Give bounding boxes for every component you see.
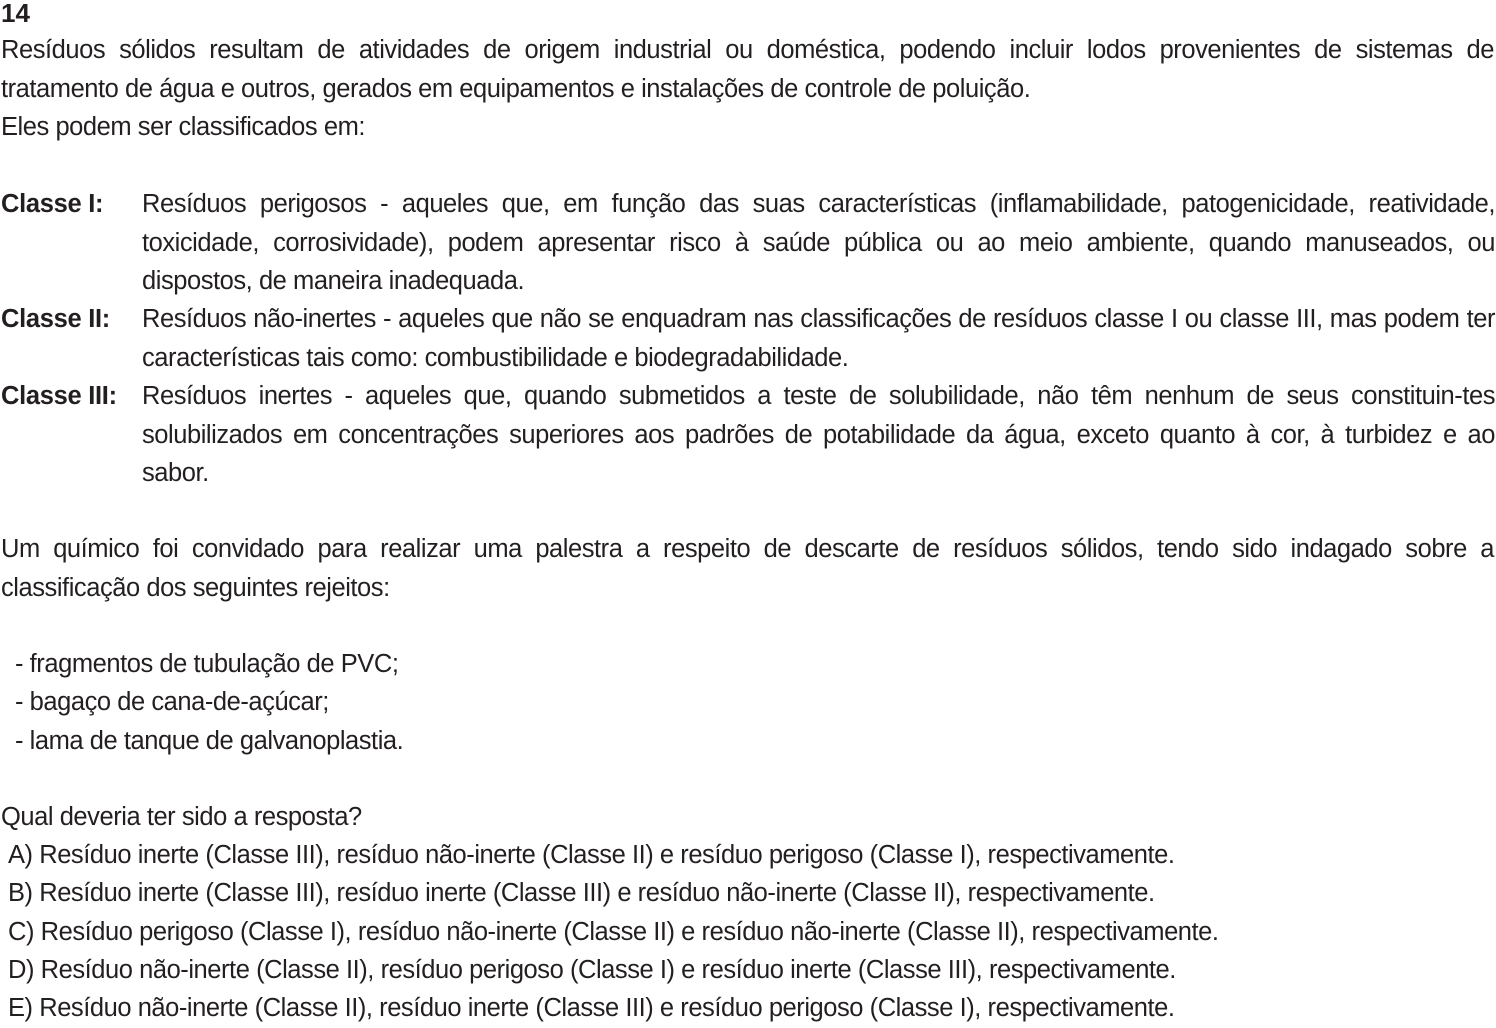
class-label: Classe III:: [1, 382, 117, 410]
class-description: Resíduos inertes - aqueles que, quando submetidos a teste de solubilidade, não têm nenhum de seus constituin-tes solubilizados em concentrações superiores aos padrões de potabilidade da água, exceto quanto à cor, à turbidez e ao sabor.: [142, 382, 1495, 487]
answer-option-c: C) Resíduo perigoso (Classe I), resíduo não-inerte (Classe II) e resíduo não-inerte (Classe II), respectivamente.: [8, 918, 1219, 946]
context-paragraph: Um químico foi convidado para realizar uma palestra a respeito de descarte de resíduos sólidos, tendo sido indagado sobre a classificação dos seguintes rejeitos:: [1, 535, 1494, 602]
intro-classification-line: Eles podem ser classificados em:: [1, 113, 366, 141]
answer-option-e: E) Resíduo não-inerte (Classe II), resíduo inerte (Classe III) e resíduo perigoso (Classe I), respectivamente.: [8, 994, 1175, 1022]
class-description: Resíduos perigosos - aqueles que, em função das suas características (inflamabilidade, patogenicidade, reatividade, toxicidade, corrosividade), podem apresentar risco à saúde pública ou ao meio ambiente, quando manuseados, ou dispostos, de maneira inadequada.: [142, 190, 1495, 295]
class-label: Classe I:: [1, 190, 104, 218]
class-description: Resíduos não-inertes - aqueles que não se enquadram nas classificações de resíduos classe I ou classe III, mas podem ter características tais como: combustibilidade e biodegradabilidade.: [142, 305, 1495, 372]
question-prompt: Qual deveria ter sido a resposta?: [1, 803, 362, 831]
question-number: 14: [1, 0, 30, 28]
list-item: - lama de tanque de galvanoplastia.: [15, 727, 404, 755]
answer-option-b: B) Resíduo inerte (Classe III), resíduo inerte (Classe III) e resíduo não-inerte (Classe II), respectivamente.: [8, 879, 1155, 907]
answer-option-a: A) Resíduo inerte (Classe III), resíduo não-inerte (Classe II) e resíduo perigoso (Classe I), respectivamente.: [8, 841, 1175, 869]
list-item: - bagaço de cana-de-açúcar;: [15, 688, 329, 716]
answer-option-d: D) Resíduo não-inerte (Classe II), resíduo perigoso (Classe I) e resíduo inerte (Classe III), respectivamente.: [8, 956, 1176, 984]
list-item: - fragmentos de tubulação de PVC;: [15, 650, 399, 678]
intro-paragraph: Resíduos sólidos resultam de atividades de origem industrial ou doméstica, podendo incluir lodos provenientes de sistemas de tratamento de água e outros, gerados em equipamentos e instalações de controle de poluição.: [1, 36, 1494, 103]
class-label: Classe II:: [1, 305, 110, 333]
